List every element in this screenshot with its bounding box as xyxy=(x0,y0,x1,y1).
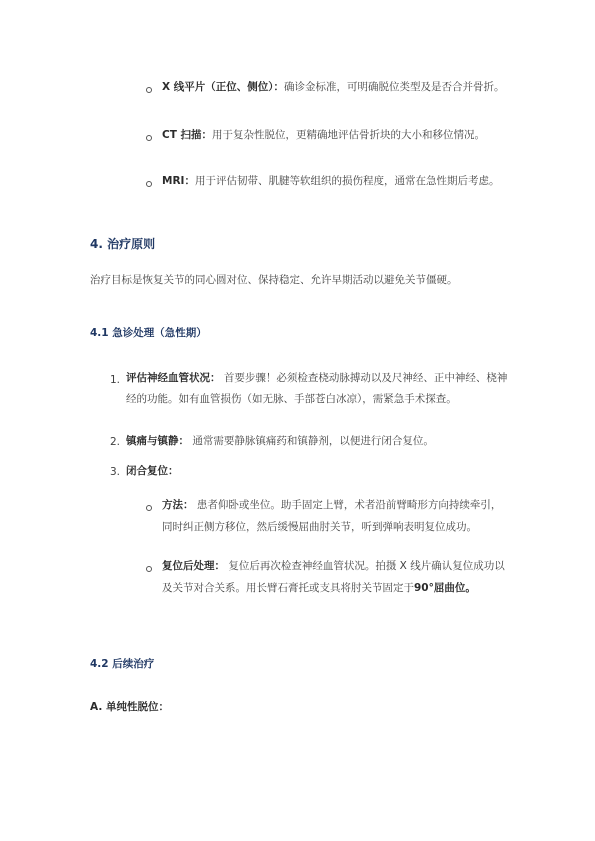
subsection-a-heading: A. 单纯性脱位： xyxy=(90,701,169,713)
section-4-heading: 4. 治疗原则 xyxy=(90,237,156,251)
imaging-item-xray: X 线平片（正位、侧位）：确诊金标准，可明确脱位类型及是否合并骨折。 xyxy=(162,81,505,93)
subitem-post-reduction: 复位后处理： 复位后再次检查神经血管状况。拍摄 X 线片确认复位成功以及关节对合关系。用长臂石膏托或支具将肘关节固定于90°屈曲位。 xyxy=(162,560,505,594)
list-number: 2. xyxy=(110,436,121,448)
section-4-1-heading: 4.1 急诊处理（急性期） xyxy=(90,327,207,339)
imaging-item-mri: MRI：用于评估韧带、肌腱等软组织的损伤程度，通常在急性期后考虑。 xyxy=(162,175,500,187)
section-4-2-heading: 4.2 后续治疗 xyxy=(90,658,155,670)
bullet-circle xyxy=(146,566,152,572)
list-item-analgesia: 镇痛与镇静： 通常需要静脉镇痛药和镇静剂，以便进行闭合复位。 xyxy=(126,435,434,447)
bullet-circle xyxy=(146,87,152,93)
bullet-circle xyxy=(146,181,152,187)
bullet-circle xyxy=(146,505,152,511)
list-item-neurovascular: 评估神经血管状况： 首要步骤！必须检查桡动脉搏动以及尺神经、正中神经、桡神经的功能。如有血管损伤（如无脉、手部苍白冰凉），需紧急手术探查。 xyxy=(126,372,508,405)
list-number: 3. xyxy=(110,466,121,478)
list-item-closed-reduction: 闭合复位： xyxy=(126,465,179,477)
list-number: 1. xyxy=(110,374,121,386)
imaging-item-ct: CT 扫描：用于复杂性脱位，更精确地评估骨折块的大小和移位情况。 xyxy=(162,129,486,141)
section-4-intro: 治疗目标是恢复关节的同心圆对位、保持稳定、允许早期活动以避免关节僵硬。 xyxy=(90,274,458,286)
subitem-method: 方法： 患者仰卧或坐位。助手固定上臂，术者沿前臂畸形方向持续牵引，同时纠正侧方移位，然后缓慢屈曲肘关节，听到弹响表明复位成功。 xyxy=(162,499,502,533)
bullet-circle xyxy=(146,135,152,141)
